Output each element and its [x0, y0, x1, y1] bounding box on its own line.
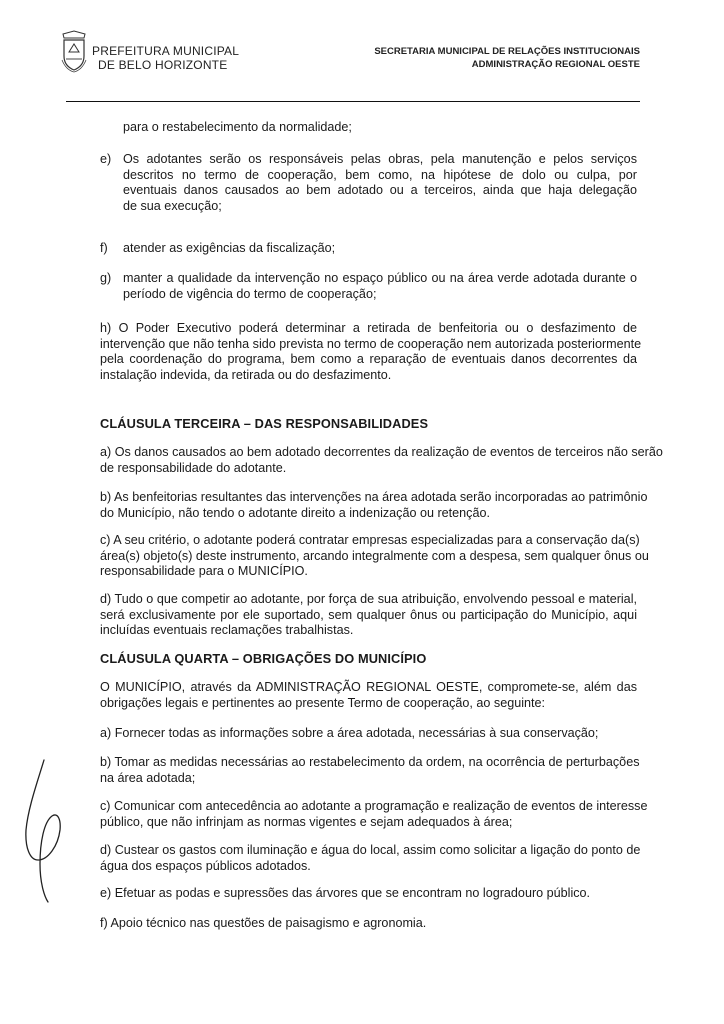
clause-4-paragraph-a [100, 726, 637, 742]
item-text [123, 271, 637, 302]
clause-3-heading: CLÁUSULA TERCEIRA – DAS RESPONSABILIDADES [100, 416, 429, 431]
item-text [123, 241, 637, 257]
item-text [123, 152, 637, 214]
text-line: na área adotada; [100, 770, 196, 785]
clause-3-paragraph-c [100, 533, 649, 580]
text-line: Os adotantes serão os responsáveis pelas obras, pela manutenção e pelos serviços [123, 152, 637, 166]
text-line: e) Efetuar as podas e supressões das árvores que se encontram no logradouro público. [100, 886, 591, 900]
text-line: c) Comunicar com antecedência ao adotante a programação e realização de eventos de interesse [100, 799, 648, 813]
text-line: c) A seu critério, o adotante poderá contratar empresas especializadas para a conservação da(s) [100, 533, 640, 547]
clause-4-paragraph-d [100, 843, 641, 874]
department-name [374, 45, 640, 71]
department-name-line-1: SECRETARIA MUNICIPAL DE RELAÇÕES INSTITUCIONAIS [374, 46, 640, 57]
text-line: d) Tudo o que competir ao adotante, por força de sua atribuição, envolvendo pessoal e material, [100, 592, 637, 606]
organization-name-line-1: PREFEITURA MUNICIPAL [92, 44, 240, 58]
text-line: responsabilidade para o MUNICÍPIO. [100, 564, 308, 579]
text-line: público, que não infrinjam as normas vigentes e sejam adequados à área; [100, 814, 513, 829]
header-divider [66, 101, 640, 102]
page-header [0, 0, 724, 110]
clause-4-paragraph-e [100, 886, 637, 902]
list-item-f [100, 241, 637, 257]
handwritten-initials [18, 756, 66, 906]
text-line: instalação indevida, da retirada ou do desfazimento. [100, 367, 392, 382]
text-line: do Município, não tendo o adotante direito a indenização ou retenção. [100, 505, 490, 520]
text-line: incluídas eventuais reclamações trabalhistas. [100, 623, 354, 638]
text-line: a) Fornecer todas as informações sobre a área adotada, necessárias à sua conservação; [100, 726, 599, 740]
text-line: área(s) objeto(s) deste instrumento, arcando integralmente com a despesa, sem qualquer ônus ou [100, 548, 649, 563]
text-line: a) Os danos causados ao bem adotado decorrentes da realização de eventos de terceiros não serão [100, 445, 663, 459]
continuation-text [123, 120, 593, 136]
organization-name [92, 44, 239, 72]
text-line: b) As benfeitorias resultantes das intervenções na área adotada serão incorporadas ao patrimônio [100, 490, 648, 504]
text-line: eventuais danos causados ao bem adotado ou a terceiros, ainda que haja delegação [123, 183, 637, 198]
text-line: O MUNICÍPIO, através da ADMINISTRAÇÃO REGIONAL OESTE, compromete-se, além das [100, 680, 637, 694]
text-line: período de vigência do termo de cooperação; [123, 286, 377, 301]
text-line: intervenção que não tenha sido prevista no termo de cooperação nem autorizada posteriormente [100, 336, 642, 351]
text-line: h) O Poder Executivo poderá determinar a retirada de benfeitoria ou o desfazimento de [100, 321, 637, 335]
clause-3-paragraph-b [100, 490, 648, 521]
text-line: será exclusivamente por ele suportado, sem qualquer ônus ou participação do Município, aqui [100, 607, 637, 622]
list-item-e [100, 152, 637, 216]
text-line: obrigações legais e pertinentes ao presente Termo de cooperação, ao seguinte: [100, 695, 546, 710]
clause-4-paragraph-f [100, 916, 637, 932]
paragraph-h [100, 321, 642, 383]
organization-name-line-2: DE BELO HORIZONTE [98, 58, 228, 72]
item-marker: g) [100, 271, 112, 285]
text-line: de sua execução; [123, 198, 222, 213]
text-line: água dos espaços públicos adotados. [100, 858, 311, 873]
department-name-line-2: ADMINISTRAÇÃO REGIONAL OESTE [471, 59, 640, 70]
text-line: manter a qualidade da intervenção no espaço público ou na área verde adotada durante o [123, 271, 637, 285]
clause-4-paragraph-b [100, 755, 640, 786]
text-line: de responsabilidade do adotante. [100, 460, 287, 475]
text-line: atender as exigências da fiscalização; [123, 241, 336, 255]
text-line: descritos no termo de cooperação, bem como, na hipótese de dolo ou culpa, por [123, 167, 637, 182]
item-marker: e) [100, 152, 112, 166]
text-line: pela coordenação do programa, bem como a reparação de eventuais danos decorrentes da [100, 352, 637, 367]
clause-4-paragraph-c [100, 799, 648, 830]
city-coat-of-arms-icon [60, 30, 88, 74]
continuation-line: para o restabelecimento da normalidade; [123, 120, 352, 134]
clause-4-heading: CLÁUSULA QUARTA – OBRIGAÇÕES DO MUNICÍPIO [100, 651, 427, 666]
list-item-g [100, 271, 637, 303]
text-line: b) Tomar as medidas necessárias ao restabelecimento da ordem, na ocorrência de perturbações [100, 755, 640, 769]
clause-4-intro [100, 680, 637, 711]
clause-3-paragraph-a [100, 445, 663, 476]
text-line: f) Apoio técnico nas questões de paisagismo e agronomia. [100, 916, 427, 930]
clause-3-paragraph-d [100, 592, 637, 639]
text-line: d) Custear os gastos com iluminação e água do local, assim como solicitar a ligação do ponto de [100, 843, 641, 857]
item-marker: f) [100, 241, 108, 255]
